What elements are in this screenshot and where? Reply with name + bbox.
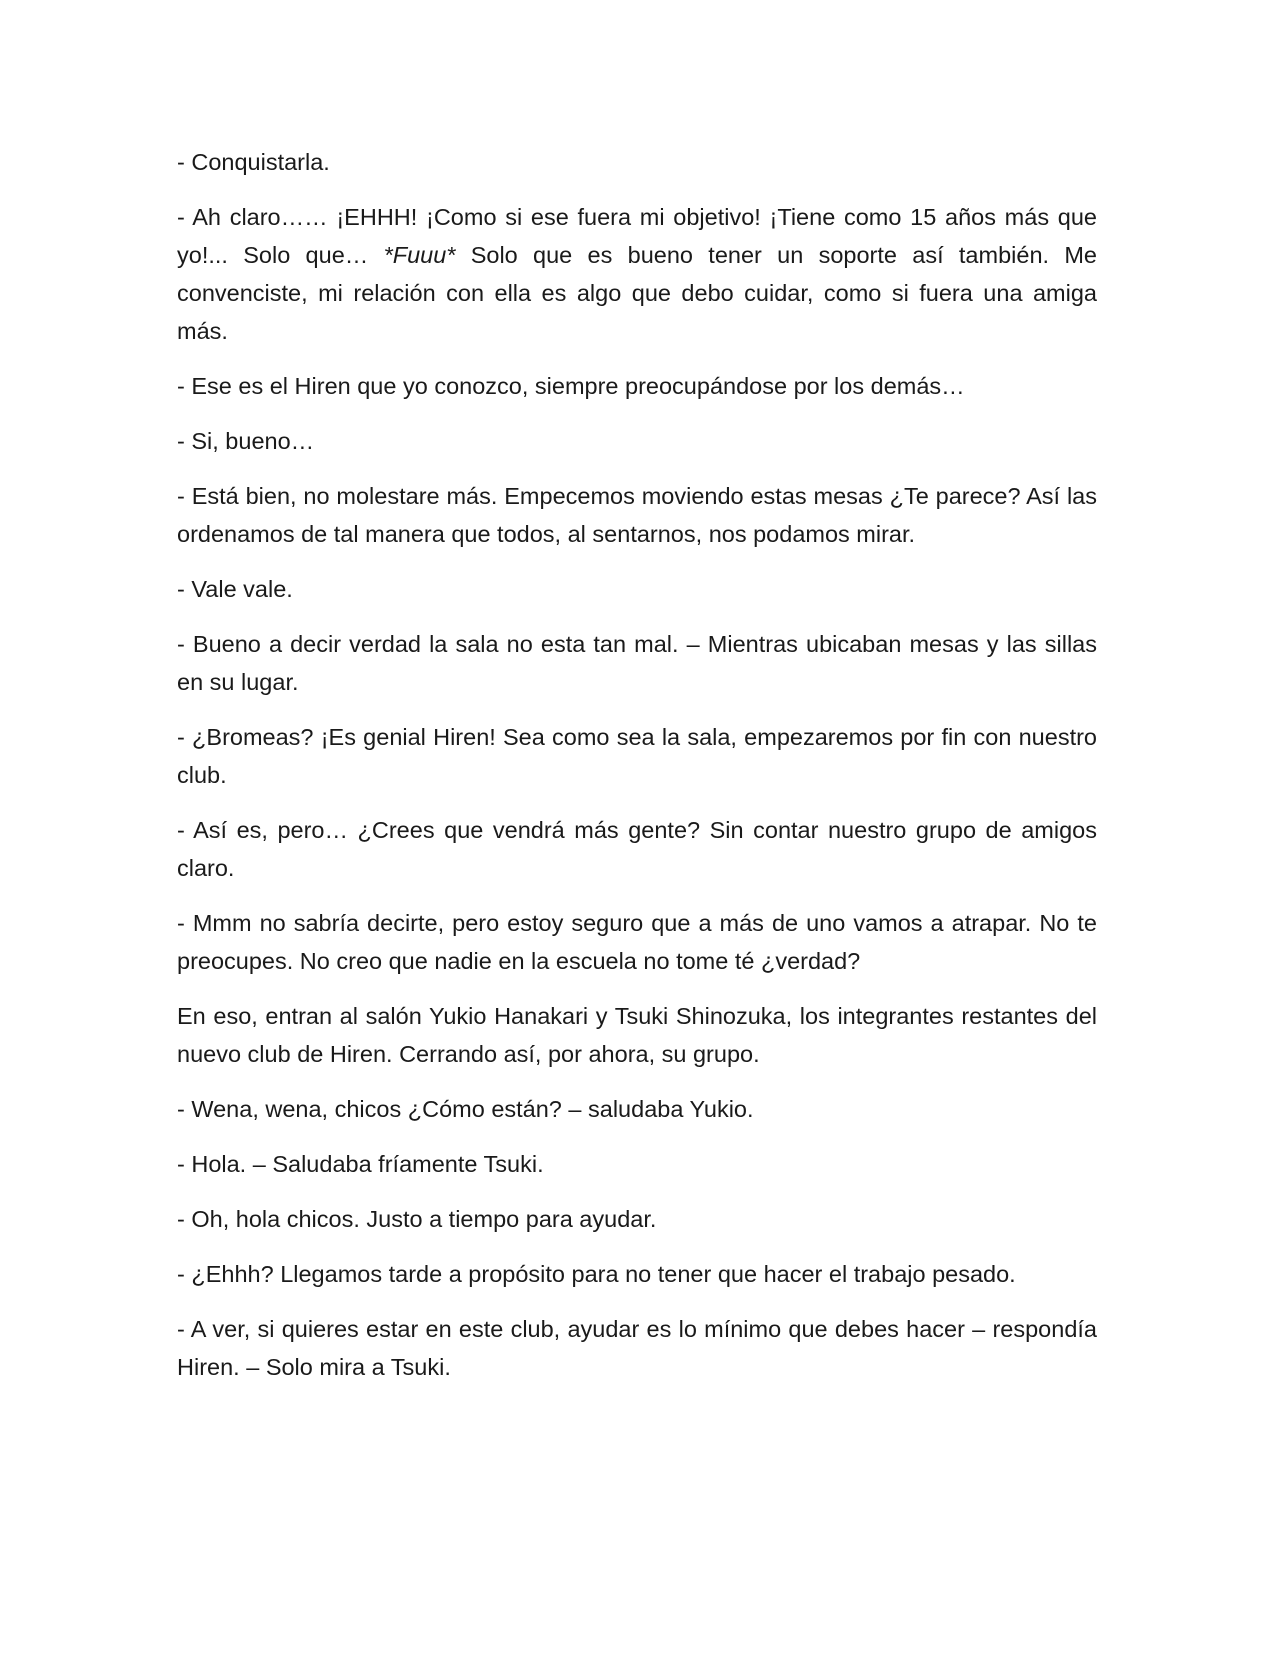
paragraph-1: - Conquistarla.: [177, 149, 330, 175]
paragraph-5: - Está bien, no molestare más. Empecemos moviendo estas mesas ¿Te parece? Así las ordenamos de tal manera que todos, al sentarnos, nos podamos mirar.: [177, 483, 1097, 547]
paragraph-8: - ¿Bromeas? ¡Es genial Hiren! Sea como sea la sala, empezaremos por fin con nuestro club.: [177, 724, 1097, 788]
paragraph-11: En eso, entran al salón Yukio Hanakari y Tsuki Shinozuka, los integrantes restantes del nuevo club de Hiren. Cerrando así, por ahora, su grupo.: [177, 1003, 1097, 1067]
paragraph-16: - A ver, si quieres estar en este club, ayudar es lo mínimo que debes hacer – respondía Hiren. – Solo mira a Tsuki.: [177, 1316, 1097, 1380]
paragraph-15: - ¿Ehhh? Llegamos tarde a propósito para no tener que hacer el trabajo pesado.: [177, 1261, 1016, 1287]
paragraph-2-text-a: - Ah claro…… ¡EHHH! ¡Como si ese fuera mi objetivo! ¡Tiene como 15 años más que yo!... Solo que…: [177, 204, 1097, 268]
paragraph-7: - Bueno a decir verdad la sala no esta tan mal. – Mientras ubicaban mesas y las sillas en su lugar.: [177, 631, 1097, 695]
paragraph-10: - Mmm no sabría decirte, pero estoy seguro que a más de uno vamos a atrapar. No te preocupes. No creo que nadie en la escuela no tome té ¿verdad?: [177, 910, 1097, 974]
paragraph-14: - Oh, hola chicos. Justo a tiempo para ayudar.: [177, 1206, 657, 1232]
paragraph-2-italic-sound: *Fuuu*: [383, 242, 456, 268]
paragraph-12: - Wena, wena, chicos ¿Cómo están? – saludaba Yukio.: [177, 1096, 754, 1122]
paragraph-6: - Vale vale.: [177, 576, 293, 602]
paragraph-3: - Ese es el Hiren que yo conozco, siempre preocupándose por los demás…: [177, 373, 965, 399]
document-body: [177, 143, 1097, 1403]
paragraph-2: [177, 198, 1097, 350]
paragraph-2-text-b: Solo que es bueno tener un soporte así también. Me convenciste, mi relación con ella es algo que debo cuidar, como si fuera una amiga más.: [177, 242, 1097, 344]
paragraph-4: - Si, bueno…: [177, 428, 315, 454]
paragraph-9: - Así es, pero… ¿Crees que vendrá más gente? Sin contar nuestro grupo de amigos claro.: [177, 817, 1097, 881]
paragraph-13: - Hola. – Saludaba fríamente Tsuki.: [177, 1151, 544, 1177]
